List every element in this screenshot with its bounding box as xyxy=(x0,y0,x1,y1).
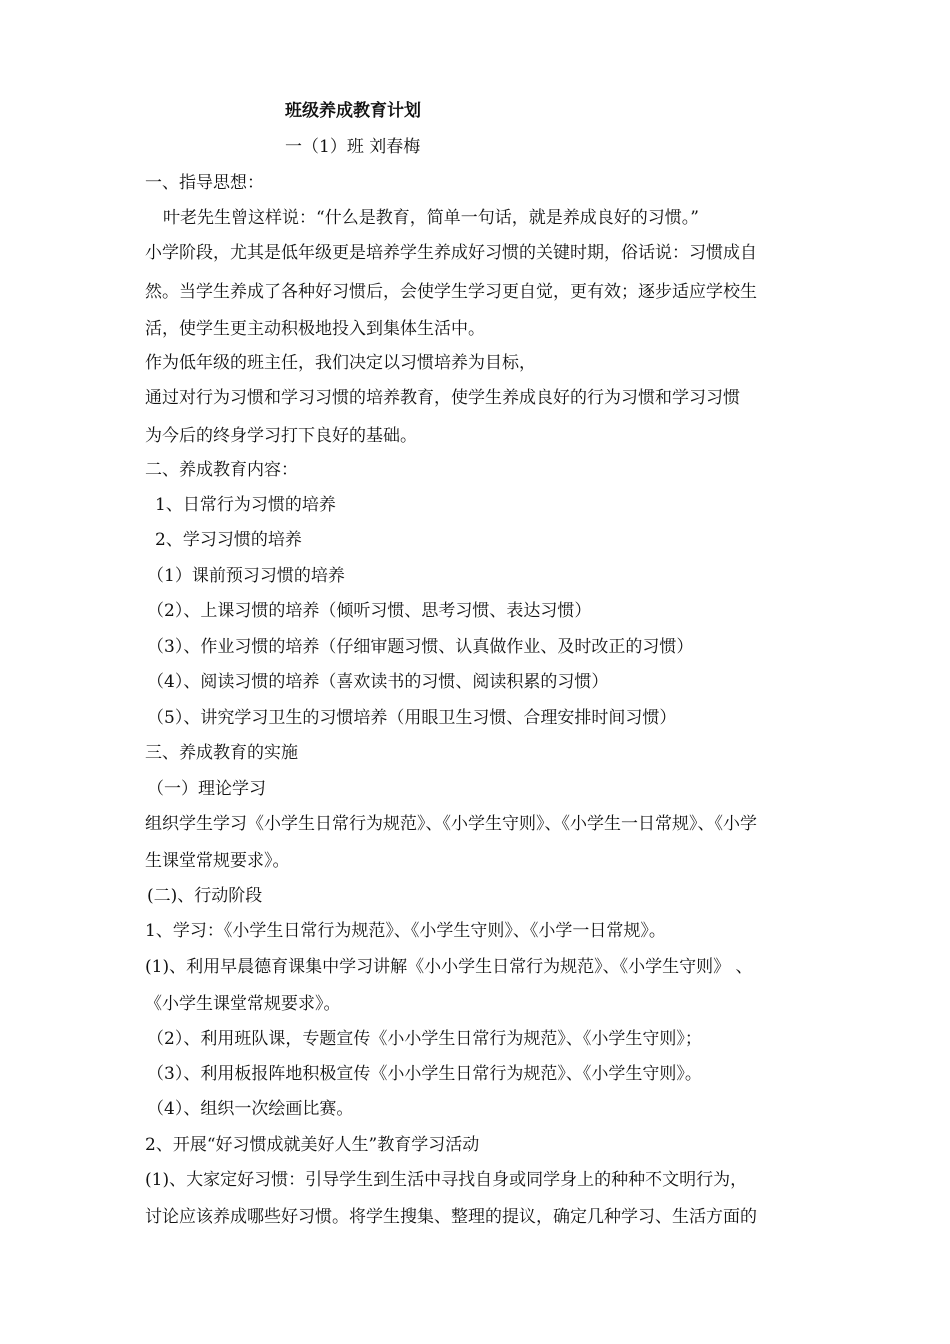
paragraph-line: (1)、利用早晨德育课集中学习讲解《小小学生日常行为规范》、《小学生守则》 、 xyxy=(145,957,753,977)
section-heading-guiding-idea: 一、指导思想： xyxy=(145,173,264,193)
list-item: （5）、讲究学习卫生的习惯培养（用眼卫生习惯、合理安排时间习惯） xyxy=(147,708,677,728)
paragraph-line: 《小学生课堂常规要求》。 xyxy=(145,994,341,1014)
document-title: 班级养成教育计划 xyxy=(285,101,421,121)
paragraph-line: 1、学习：《小学生日常行为规范》、《小学生守则》、《小学一日常规》。 xyxy=(145,921,666,941)
list-item: （2）、上课习惯的培养（倾听习惯、思考习惯、表达习惯） xyxy=(147,601,592,621)
list-item: （4）、阅读习惯的培养（喜欢读书的习惯、阅读积累的习惯） xyxy=(147,672,609,692)
paragraph-line: 活，使学生更主动积极地投入到集体生活中。 xyxy=(145,319,485,339)
section-heading-content: 二、养成教育内容： xyxy=(145,460,298,480)
paragraph-line: 组织学生学习《小学生日常行为规范》、《小学生守则》、《小学生一日常规》、《小学 xyxy=(145,814,757,834)
list-item: （2）、利用班队课，专题宣传《小小学生日常行为规范》、《小学生守则》； xyxy=(147,1029,702,1049)
paragraph-line: 通过对行为习惯和学习习惯的培养教育，使学生养成良好的行为习惯和学习习惯 xyxy=(145,388,740,408)
list-item: （3）、作业习惯的培养（仔细审题习惯、认真做作业、及时改正的习惯） xyxy=(147,637,694,657)
paragraph-line: 为今后的终身学习打下良好的基础。 xyxy=(145,426,417,446)
paragraph-line: 讨论应该养成哪些好习惯。将学生搜集、整理的提议，确定几种学习、生活方面的 xyxy=(145,1207,757,1227)
paragraph-line: (1)、大家定好习惯：引导学生到生活中寻找自身或同学身上的种种不文明行为， xyxy=(145,1170,748,1190)
list-item: （1）课前预习习惯的培养 xyxy=(147,566,345,586)
list-item: 2、学习习惯的培养 xyxy=(155,530,302,550)
list-item: 1、日常行为习惯的培养 xyxy=(155,495,336,515)
list-item: （4）、组织一次绘画比赛。 xyxy=(147,1099,354,1119)
subsection-heading: （一）理论学习 xyxy=(147,779,266,799)
paragraph-line: 叶老先生曾这样说：“什么是教育，简单一句话，就是养成良好的习惯。” xyxy=(163,208,699,228)
paragraph-line: 生课堂常规要求》。 xyxy=(145,851,290,871)
document-subtitle: 一（1）班 刘春梅 xyxy=(285,137,421,157)
paragraph-line: 作为低年级的班主任，我们决定以习惯培养为目标， xyxy=(145,353,536,373)
section-heading-implementation: 三、养成教育的实施 xyxy=(145,743,298,763)
paragraph-line: 然。当学生养成了各种好习惯后，会使学生学习更自觉，更有效；逐步适应学校生 xyxy=(145,282,757,302)
subsection-heading: (二)、行动阶段 xyxy=(147,886,263,906)
paragraph-line: 小学阶段，尤其是低年级更是培养学生养成好习惯的关键时期，俗话说：习惯成自 xyxy=(145,243,757,263)
paragraph-line: 2、开展“好习惯成就美好人生”教育学习活动 xyxy=(145,1135,480,1155)
list-item: （3）、利用板报阵地积极宣传《小小学生日常行为规范》、《小学生守则》。 xyxy=(147,1064,702,1084)
